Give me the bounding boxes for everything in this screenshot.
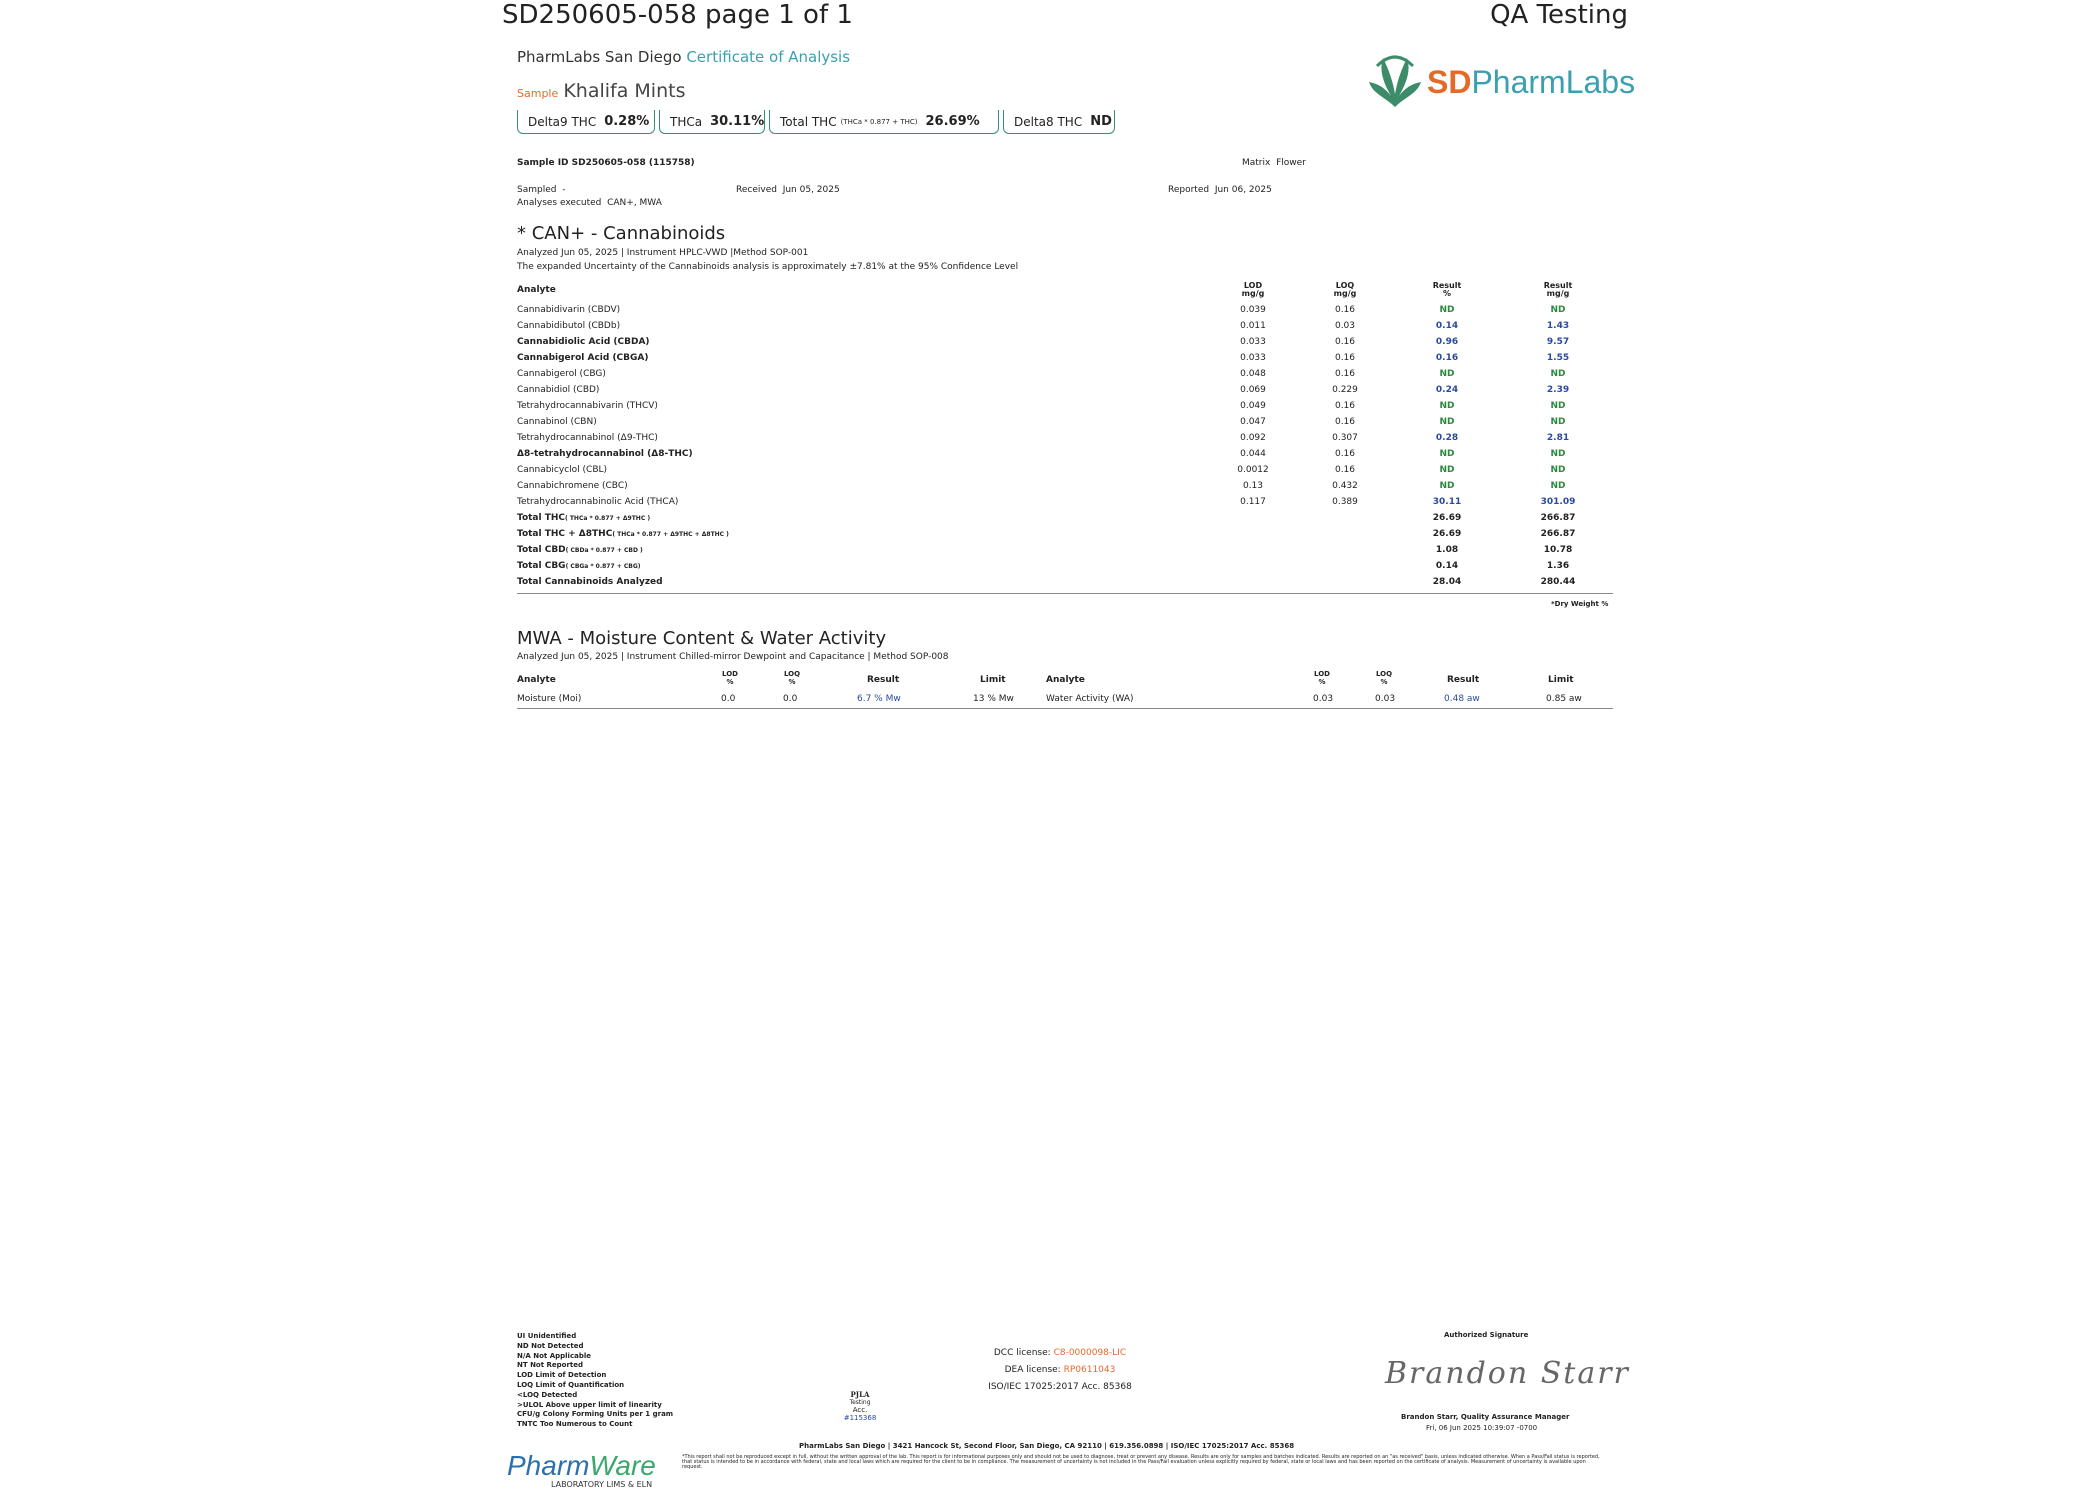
table-row	[517, 494, 1613, 510]
total-row	[517, 558, 1613, 574]
col-analyte: Analyte	[517, 285, 556, 295]
total-mg: 1.36	[1546, 561, 1570, 571]
signature-title: Authorized Signature	[1444, 1331, 1529, 1339]
result-mg: ND	[1550, 305, 1566, 315]
result-pct: 0.24	[1435, 385, 1459, 395]
total-mg: 266.87	[1540, 529, 1576, 539]
result-mg: 301.09	[1540, 497, 1576, 507]
table-row	[517, 302, 1613, 318]
pill-delta9-thc: Delta9 THC 0.28%	[517, 110, 655, 134]
total-name: Total THC( THCa * 0.877 + Δ9THC )	[517, 513, 651, 523]
total-pct: 1.08	[1435, 545, 1459, 555]
cannabinoids-analyzed: Analyzed Jun 05, 2025 | Instrument HPLC-VWD |Method SOP-001	[517, 248, 809, 258]
result-mg: 1.55	[1546, 353, 1570, 363]
result-pct: 0.28	[1435, 433, 1459, 443]
loq-value: 0.16	[1334, 305, 1356, 315]
dea-license: DEA license: RP0611043	[1004, 1365, 1116, 1375]
result-pct: ND	[1439, 305, 1455, 315]
lod-value: 0.033	[1240, 337, 1266, 347]
footer-address: PharmLabs San Diego | 3421 Hancock St, Second Floor, San Diego, CA 92110 | 619.356.0898 | ISO/IEC 17025:2017 Acc. 85368	[799, 1442, 1295, 1450]
result-mg: ND	[1550, 465, 1566, 475]
sample-title	[517, 80, 685, 102]
pjla-badge: PJLA Testing Acc. #115368	[843, 1390, 877, 1422]
lod-value: 0.049	[1240, 401, 1266, 411]
total-name: Total CBD( CBDa * 0.877 + CBD )	[517, 545, 643, 555]
total-row	[517, 542, 1613, 558]
lod-value: 0.033	[1240, 353, 1266, 363]
loq-value: 0.16	[1334, 465, 1356, 475]
lod-value: 0.069	[1240, 385, 1266, 395]
legend-item: LOD Limit of Detection	[517, 1371, 607, 1380]
analyte-name: Tetrahydrocannabivarin (THCV)	[517, 401, 658, 411]
result-mg: 2.39	[1546, 385, 1570, 395]
loq-value: 0.389	[1332, 497, 1358, 507]
analyte-name: Cannabinol (CBN)	[517, 417, 597, 427]
analyte-name: Tetrahydrocannabinolic Acid (THCA)	[517, 497, 679, 507]
moisture-analyzed: Analyzed Jun 05, 2025 | Instrument Chilled-mirror Dewpoint and Capacitance | Method SOP-008	[517, 652, 949, 662]
lod-value: 0.117	[1240, 497, 1266, 507]
result-pct: ND	[1439, 481, 1455, 491]
table-row	[517, 318, 1613, 334]
loq-value: 0.307	[1332, 433, 1358, 443]
result-pct: 0.96	[1435, 337, 1459, 347]
lod-value: 0.0012	[1237, 465, 1269, 475]
loq-value: 0.16	[1334, 369, 1356, 379]
lod-value: 0.13	[1242, 481, 1264, 491]
water-activity-result: 0.48 aw	[1444, 694, 1480, 704]
cannabinoids-header-row	[517, 278, 1613, 302]
result-pct: 0.16	[1435, 353, 1459, 363]
analyses-executed: Analyses executed CAN+, MWA	[517, 198, 662, 208]
lod-value: 0.011	[1240, 321, 1266, 331]
pill-total-thc: Total THC (THCa * 0.877 + THC) 26.69%	[769, 110, 999, 134]
water-activity-name: Water Activity (WA)	[1046, 694, 1134, 704]
result-mg: ND	[1550, 369, 1566, 379]
col-result-pct: Result %	[1432, 281, 1462, 298]
loq-value: 0.16	[1334, 353, 1356, 363]
moisture-row-name: Moisture (Moi)	[517, 694, 582, 704]
result-pct: ND	[1439, 465, 1455, 475]
total-mg: 266.87	[1540, 513, 1576, 523]
table-row	[517, 366, 1613, 382]
sample-label: Sample	[517, 87, 559, 100]
result-mg: ND	[1550, 481, 1566, 491]
total-row	[517, 510, 1613, 526]
cannabinoids-uncertainty: The expanded Uncertainty of the Cannabinoids analysis is approximately ±7.81% at the 95% Confidence Level	[517, 262, 1019, 272]
moisture-table: Analyte LOD % LOQ % Result Limit Analyte LOD % LOQ % Result Limit Moisture (Moi) 0.0 0.0 6.7 % Mw 13 % Mw Water Activity (WA) 0.03 0.03 0.48 aw 0.85 aw	[517, 670, 1582, 704]
loq-value: 0.16	[1334, 417, 1356, 427]
table-row	[517, 462, 1613, 478]
analyte-name: Cannabigerol (CBG)	[517, 369, 606, 379]
reported: Reported Jun 06, 2025	[1168, 185, 1272, 195]
result-pct: 30.11	[1432, 497, 1462, 507]
sample-id: Sample ID SD250605-058 (115758)	[517, 158, 695, 168]
total-pct: 28.04	[1432, 577, 1462, 587]
signer-name: Brandon Starr, Quality Assurance Manager	[1401, 1413, 1570, 1421]
total-name: Total Cannabinoids Analyzed	[517, 577, 663, 587]
total-row	[517, 574, 1613, 590]
result-pct: ND	[1439, 369, 1455, 379]
result-mg: ND	[1550, 401, 1566, 411]
analyte-name: Cannabidivarin (CBDV)	[517, 305, 621, 315]
analyte-name: Cannabidiol (CBD)	[517, 385, 600, 395]
col-result-mg: Result mg/g	[1543, 281, 1573, 298]
report-id-header: SD250605-058 page 1 of 1	[502, 0, 853, 30]
analyte-name: Tetrahydrocannabinol (Δ9-THC)	[517, 433, 658, 443]
legend-item: LOQ Limit of Quantification	[517, 1380, 625, 1389]
lod-value: 0.092	[1240, 433, 1266, 443]
table-row	[517, 350, 1613, 366]
licenses-block	[940, 1345, 1180, 1396]
total-pct: 26.69	[1432, 529, 1462, 539]
footer-disclaimer: *This report shall not be reproduced except in full, without the written approval of the lab. This report is for informational purposes only and should not be used to diagnose, treat or prevent any disease. Results are only for samples and batches indicated. Results are reported on an "as received" basis, unless indicated otherwise. When a Pass/Fail status is reported, that status is intended to be in accordance with federal, state and local laws which are required for the client to be in compliance. The measurement of uncertainty is not included in the Pass/Fail evaluation unless explicitly required by federal, state or local laws and has been reported on the certificate of analysis. Measurement of uncertainty is available upon request.	[682, 1454, 1600, 1470]
pill-thca: THCa 30.11%	[659, 110, 765, 134]
cannabinoids-divider	[517, 593, 1613, 594]
logo-wordmark: SDPharmLabs	[1427, 64, 1636, 100]
pill-delta8-thc: Delta8 THC ND	[1003, 110, 1115, 134]
col-lod: LOD mg/g	[1241, 281, 1265, 298]
loq-value: 0.16	[1334, 401, 1356, 411]
total-row	[517, 526, 1613, 542]
lod-value: 0.048	[1240, 369, 1266, 379]
lod-value: 0.044	[1240, 449, 1266, 459]
result-pct: ND	[1439, 417, 1455, 427]
legend-item: <LOQ Detected	[517, 1390, 578, 1399]
legend-item: TNTC Too Numerous to Count	[517, 1420, 633, 1429]
dry-weight-footnote: *Dry Weight %	[1551, 600, 1609, 608]
moisture-result: 6.7 % Mw	[857, 694, 901, 704]
result-pct: 0.14	[1435, 321, 1459, 331]
table-row	[517, 446, 1613, 462]
loq-value: 0.16	[1334, 337, 1356, 347]
cannabinoids-title: * CAN+ - Cannabinoids	[517, 223, 726, 244]
table-row	[517, 414, 1613, 430]
lab-name: PharmLabs San Diego	[517, 48, 682, 66]
handwritten-signature: Brandon Starr	[1385, 1356, 1630, 1391]
analyte-name: Cannabidiolic Acid (CBDA)	[517, 337, 650, 347]
analyte-name: Cannabicyclol (CBL)	[517, 465, 608, 475]
pharmware-logo: PharmWare LABORATORY LIMS & ELN	[507, 1450, 656, 1489]
result-mg: 1.43	[1546, 321, 1570, 331]
legend-item: NT Not Reported	[517, 1361, 584, 1370]
total-mg: 10.78	[1543, 545, 1573, 555]
result-mg: 9.57	[1546, 337, 1570, 347]
lod-value: 0.047	[1240, 417, 1266, 427]
table-row	[517, 430, 1613, 446]
qa-testing-header: QA Testing	[1490, 0, 1628, 30]
moisture-divider	[517, 708, 1613, 709]
result-mg: 2.81	[1546, 433, 1570, 443]
received: Received Jun 05, 2025	[736, 185, 840, 195]
legend-item: UI Unidentified	[517, 1332, 577, 1340]
analyte-name: Δ8-tetrahydrocannabinol (Δ8-THC)	[517, 449, 693, 459]
signature-date: Fri, 06 Jun 2025 10:39:07 -0700	[1426, 1424, 1538, 1432]
loq-value: 0.229	[1332, 385, 1358, 395]
moisture-title: MWA - Moisture Content & Water Activity	[517, 628, 887, 649]
total-pct: 26.69	[1432, 513, 1462, 523]
dcc-license: DCC license: C8-0000098-LIC	[993, 1348, 1127, 1358]
matrix: Matrix Flower	[1242, 158, 1306, 168]
analyte-name: Cannabigerol Acid (CBGA)	[517, 353, 649, 363]
cannabis-leaf-icon	[1365, 52, 1425, 112]
total-mg: 280.44	[1540, 577, 1576, 587]
iso-accreditation: ISO/IEC 17025:2017 Acc. 85368	[988, 1382, 1132, 1392]
legend-item: >ULOL Above upper limit of linearity	[517, 1400, 662, 1409]
coa-label: Certificate of Analysis	[686, 48, 851, 66]
abbreviation-legend	[517, 1332, 673, 1430]
lod-value: 0.039	[1240, 305, 1266, 315]
total-pct: 0.14	[1435, 561, 1459, 571]
result-mg: ND	[1550, 449, 1566, 459]
total-name: Total THC + Δ8THC( THCa * 0.877 + Δ9THC + Δ8THC )	[517, 529, 729, 539]
cannabinoids-table	[517, 278, 1613, 590]
table-row	[517, 398, 1613, 414]
analyte-name: Cannabidibutol (CBDb)	[517, 321, 621, 331]
table-row	[517, 478, 1613, 494]
lab-title	[517, 48, 850, 66]
sample-name: Khalifa Mints	[563, 80, 686, 102]
table-row	[517, 334, 1613, 350]
result-pct: ND	[1439, 449, 1455, 459]
result-pct: ND	[1439, 401, 1455, 411]
sdpharmlabs-logo	[1365, 52, 1636, 114]
loq-value: 0.432	[1332, 481, 1358, 491]
legend-item: ND Not Detected	[517, 1341, 584, 1350]
col-loq: LOQ mg/g	[1333, 281, 1357, 298]
sampled: Sampled -	[517, 185, 566, 195]
legend-item: N/A Not Applicable	[517, 1351, 591, 1360]
result-mg: ND	[1550, 417, 1566, 427]
loq-value: 0.03	[1334, 321, 1356, 331]
table-row	[517, 382, 1613, 398]
analyte-name: Cannabichromene (CBC)	[517, 481, 628, 491]
legend-item: CFU/g Colony Forming Units per 1 gram	[517, 1410, 674, 1419]
total-name: Total CBG( CBGa * 0.877 + CBG)	[517, 561, 641, 571]
loq-value: 0.16	[1334, 449, 1356, 459]
